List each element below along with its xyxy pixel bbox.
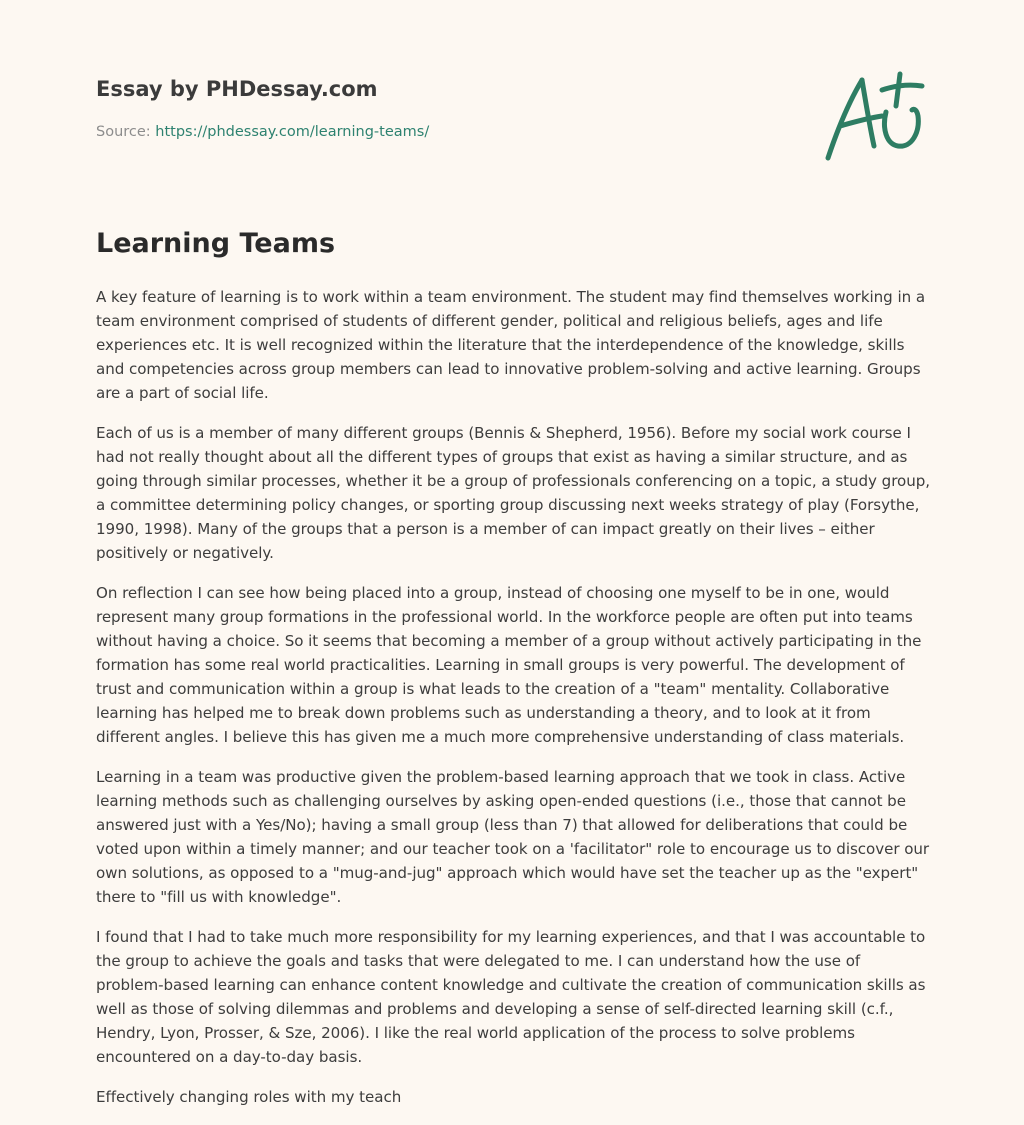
logo-a-right-stroke [862, 80, 874, 146]
logo-plus-horizontal [882, 85, 922, 90]
logo-curl [885, 109, 919, 146]
a-plus-logo-icon [820, 66, 930, 166]
essay-paragraph: On reflection I can see how being placed into a group, instead of choosing one myself to be in one, would represent many group formations in the professional world. In the workforce people are often put into teams without having a choice. So it seems that becoming a member of a group without actively participating in the formation has some real world practicalities. Learning in small groups is very powerful. The development of trust and communication within a group is what leads to the creation of a "team" mentality. Collaborative learning has helped me to break down problems such as understanding a theory, and to look at it from different angles. I believe this has given me a much more comprehensive understanding of class materials. [96, 584, 922, 746]
essay-body [96, 285, 932, 1125]
source-label: Source: [96, 124, 156, 140]
article-title: Learning Teams [96, 228, 336, 259]
essay-paragraph: Learning in a team was productive given the problem-based learning approach that we took in class. Active learning methods such as challenging ourselves by asking open-ended questions (i.e., those that cannot be answered just with a Yes/No); having a small group (less than 7) that allowed for deliberations that could be voted upon within a timely manner; and our teacher took on a 'facilitator" role to encourage us to discover our own solutions, as opposed to a "mug-and-jug" approach which would have set the teacher up as the "expert" there to "fill us with knowledge". [96, 768, 930, 906]
essay-paragraph: I found that I had to take much more responsibility for my learning experiences, and that I was accountable to the group to achieve the goals and tasks that were delegated to me. I can understand how the use of problem-based learning can enhance content knowledge and cultivate the creation of communication skills as well as those of solving dilemmas and problems and developing a sense of self-directed learning skill (c.f., Hendry, Lyon, Prosser, & Sze, 2006). I like the real world application of the process to solve problems encountered on a day-to-day basis. [96, 928, 926, 1066]
essay-paragraph: A key feature of learning is to work within a team environment. The student may find themselves working in a team environment comprised of students of different gender, political and religious beliefs, ages and life experiences etc. It is well recognized within the literature that the interdependence of the knowledge, skills and competencies across group members can lead to innovative problem-solving and active learning. Groups are a part of social life. [96, 288, 926, 402]
page-header [96, 72, 696, 142]
logo-plus-vertical [896, 74, 900, 106]
essay-paragraph: Each of us is a member of many different groups (Bennis & Shepherd, 1956). Before my social work course I had not really thought about all the different types of groups that exist as having a similar structure, and as going through similar processes, whether it be a group of professionals conferencing on a topic, a study group, a committee determining policy changes, or sporting group discussing next weeks strategy of play (Forsythe, 1990, 1998). Many of the groups that a person is a member of can impact greatly on their lives – either positively or negatively. [96, 424, 931, 562]
site-title: Essay by PHDessay.com [96, 77, 378, 101]
source-line [96, 122, 696, 142]
logo-a-crossbar [840, 116, 882, 126]
essay-paragraph-truncated: Effectively changing roles with my teach [96, 1088, 402, 1106]
source-link[interactable]: https://phdessay.com/learning-teams/ [155, 124, 430, 140]
